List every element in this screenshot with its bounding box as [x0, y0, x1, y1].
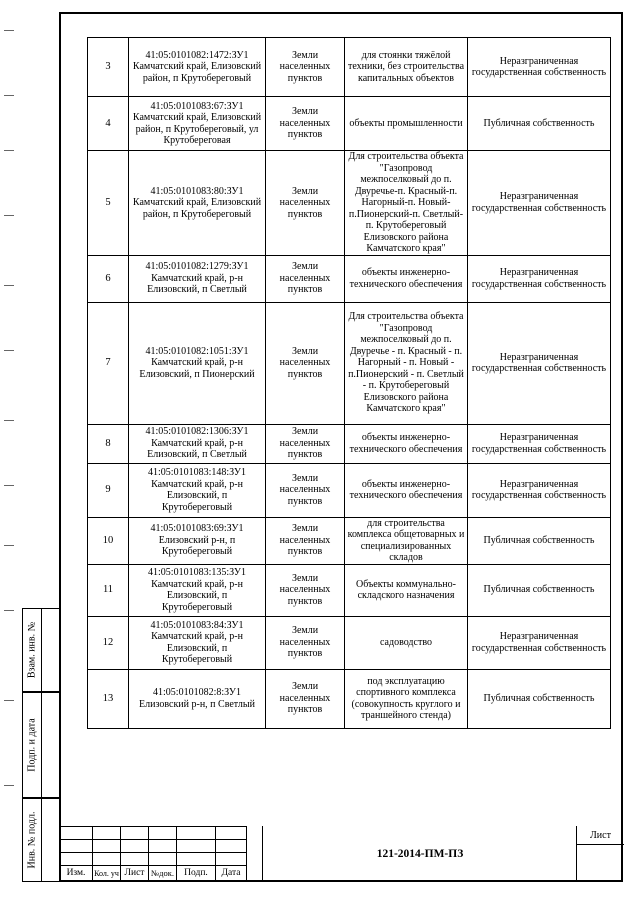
land-category-cell: Земли населенных пунктов — [266, 302, 345, 424]
table-row — [88, 616, 611, 669]
row-number: 3 — [88, 38, 129, 97]
land-category-cell: Земли населенных пунктов — [266, 97, 345, 151]
ownership-cell: Неразграниченная государственная собственность — [468, 424, 611, 463]
land-category-cell: Земли населенных пунктов — [266, 151, 345, 256]
table-row — [88, 463, 611, 517]
table-row — [88, 564, 611, 616]
table-row — [88, 302, 611, 424]
permitted-use-cell: садоводство — [345, 616, 468, 669]
ownership-cell: Неразграниченная государственная собственность — [468, 463, 611, 517]
cadastral-cell: 41:05:0101082:1051:ЗУ1 Камчатский край, р-н Елизовский, п Пионерский — [129, 302, 266, 424]
ownership-cell: Неразграниченная государственная собственность — [468, 255, 611, 302]
table-row — [88, 669, 611, 728]
title-block-grid — [59, 826, 247, 881]
row-number: 12 — [88, 616, 129, 669]
cadastral-cell: 41:05:0101082:1306:ЗУ1 Камчатский край, р-н Елизовский, п Светлый — [129, 424, 266, 463]
cadastral-cell: 41:05:0101083:69:ЗУ1 Елизовский р-н, п Крутобереговый — [129, 517, 266, 564]
land-category-cell: Земли населенных пунктов — [266, 564, 345, 616]
row-number: 8 — [88, 424, 129, 463]
ownership-cell: Неразграниченная государственная собственность — [468, 151, 611, 256]
ownership-cell: Публичная собственность — [468, 669, 611, 728]
row-number: 9 — [88, 463, 129, 517]
cadastral-cell: 41:05:0101082:8:ЗУ1 Елизовский р-н, п Светлый — [129, 669, 266, 728]
sheet-label: Лист — [577, 830, 624, 845]
permitted-use-cell: объекты промышленности — [345, 97, 468, 151]
ownership-cell: Публичная собственность — [468, 564, 611, 616]
sidebar-vzam-label: Взам. инв. № — [26, 621, 38, 679]
cadastral-cell: 41:05:0101082:1279:ЗУ1 Камчатский край, р-н Елизовский, п Светлый — [129, 255, 266, 302]
land-category-cell: Земли населенных пунктов — [266, 38, 345, 97]
sidebar-inv-label: Инв. № подл. — [26, 811, 38, 869]
land-category-cell: Земли населенных пунктов — [266, 255, 345, 302]
land-category-cell: Земли населенных пунктов — [266, 463, 345, 517]
permitted-use-cell: Объекты коммунально-складского назначения — [345, 564, 468, 616]
sidebar-podp-data — [22, 692, 42, 798]
ownership-cell: Публичная собственность — [468, 97, 611, 151]
land-category-cell: Земли населенных пунктов — [266, 669, 345, 728]
cadastral-cell: 41:05:0101083:135:ЗУ1 Камчатский край, р-н Елизовский, п Крутобереговый — [129, 564, 266, 616]
sidebar-podp-label: Подп. и дата — [26, 718, 38, 772]
permitted-use-cell: Для строительства объекта "Газопровод межпоселковый до п. Двуречье - п. Красный - п. Нагорный - п. Новый - п.Пионерский - п. Светлый - п. Крутобереговый Елизовского района Камчатского края" — [345, 302, 468, 424]
row-number: 5 — [88, 151, 129, 256]
table-row — [88, 517, 611, 564]
table-row — [88, 424, 611, 463]
document-code: 121-2014-ПМ-ПЗ — [262, 826, 577, 882]
row-number: 4 — [88, 97, 129, 151]
sheet-number-box — [576, 826, 624, 882]
stamp-list: Лист — [121, 866, 149, 881]
stamp-izm: Изм. — [60, 866, 93, 881]
land-category-cell: Земли населенных пунктов — [266, 517, 345, 564]
stamp-data: Дата — [216, 866, 247, 881]
ownership-cell: Неразграниченная государственная собственность — [468, 302, 611, 424]
land-category-cell: Земли населенных пунктов — [266, 616, 345, 669]
cadastral-cell: 41:05:0101082:1472:ЗУ1 Камчатский край, Елизовский район, п Крутобереговый — [129, 38, 266, 97]
permitted-use-cell: для стоянки тяжёлой техники, без строительства капитальных объектов — [345, 38, 468, 97]
land-plots-table — [87, 37, 611, 729]
row-number: 11 — [88, 564, 129, 616]
sidebar-podp-value — [42, 692, 60, 798]
stamp-podp: Подп. — [177, 866, 216, 881]
row-number: 13 — [88, 669, 129, 728]
cadastral-cell: 41:05:0101083:80:ЗУ1 Камчатский край, Елизовский район, п Крутобереговый — [129, 151, 266, 256]
cadastral-cell: 41:05:0101083:148:ЗУ1 Камчатский край, р-н Елизовский, п Крутобереговый — [129, 463, 266, 517]
row-number: 7 — [88, 302, 129, 424]
row-number: 6 — [88, 255, 129, 302]
permitted-use-cell: для строительства комплекса общетоварных и специализированных складов — [345, 517, 468, 564]
row-number: 10 — [88, 517, 129, 564]
table-row — [88, 151, 611, 256]
permitted-use-cell: объекты инженерно-технического обеспечения — [345, 255, 468, 302]
table-row — [88, 255, 611, 302]
permitted-use-cell: объекты инженерно-технического обеспечения — [345, 463, 468, 517]
cadastral-cell: 41:05:0101083:67:ЗУ1 Камчатский край, Елизовский район, п Крутобереговый, ул Крутобереговая — [129, 97, 266, 151]
stamp-kol: Кол. уч — [93, 866, 121, 881]
permitted-use-cell: под эксплуатацию спортивного комплекса (совокупность круглого и траншейного стенда) — [345, 669, 468, 728]
ownership-cell: Неразграниченная государственная собственность — [468, 38, 611, 97]
cadastral-cell: 41:05:0101083:84:ЗУ1 Камчатский край, р-н Елизовский, п Крутобереговый — [129, 616, 266, 669]
table-row — [88, 38, 611, 97]
stamp-ndok: №док. — [149, 866, 177, 881]
margin-ticks — [4, 0, 20, 905]
permitted-use-cell: Для строительства объекта "Газопровод межпоселковый до п. Двуречье-п. Красный-п. Нагорный-п. Новый-п.Пионерский-п. Светлый-п. Крутобереговый Елизовского района Камчатского края" — [345, 151, 468, 256]
permitted-use-cell: объекты инженерно-технического обеспечения — [345, 424, 468, 463]
ownership-cell: Неразграниченная государственная собственность — [468, 616, 611, 669]
sidebar-inv-value — [42, 798, 60, 882]
ownership-cell: Публичная собственность — [468, 517, 611, 564]
land-category-cell: Земли населенных пунктов — [266, 424, 345, 463]
sidebar-vzam-inv — [22, 608, 42, 692]
sidebar-vzam-value — [42, 608, 60, 692]
table-row — [88, 97, 611, 151]
sidebar-inv-podl — [22, 798, 42, 882]
